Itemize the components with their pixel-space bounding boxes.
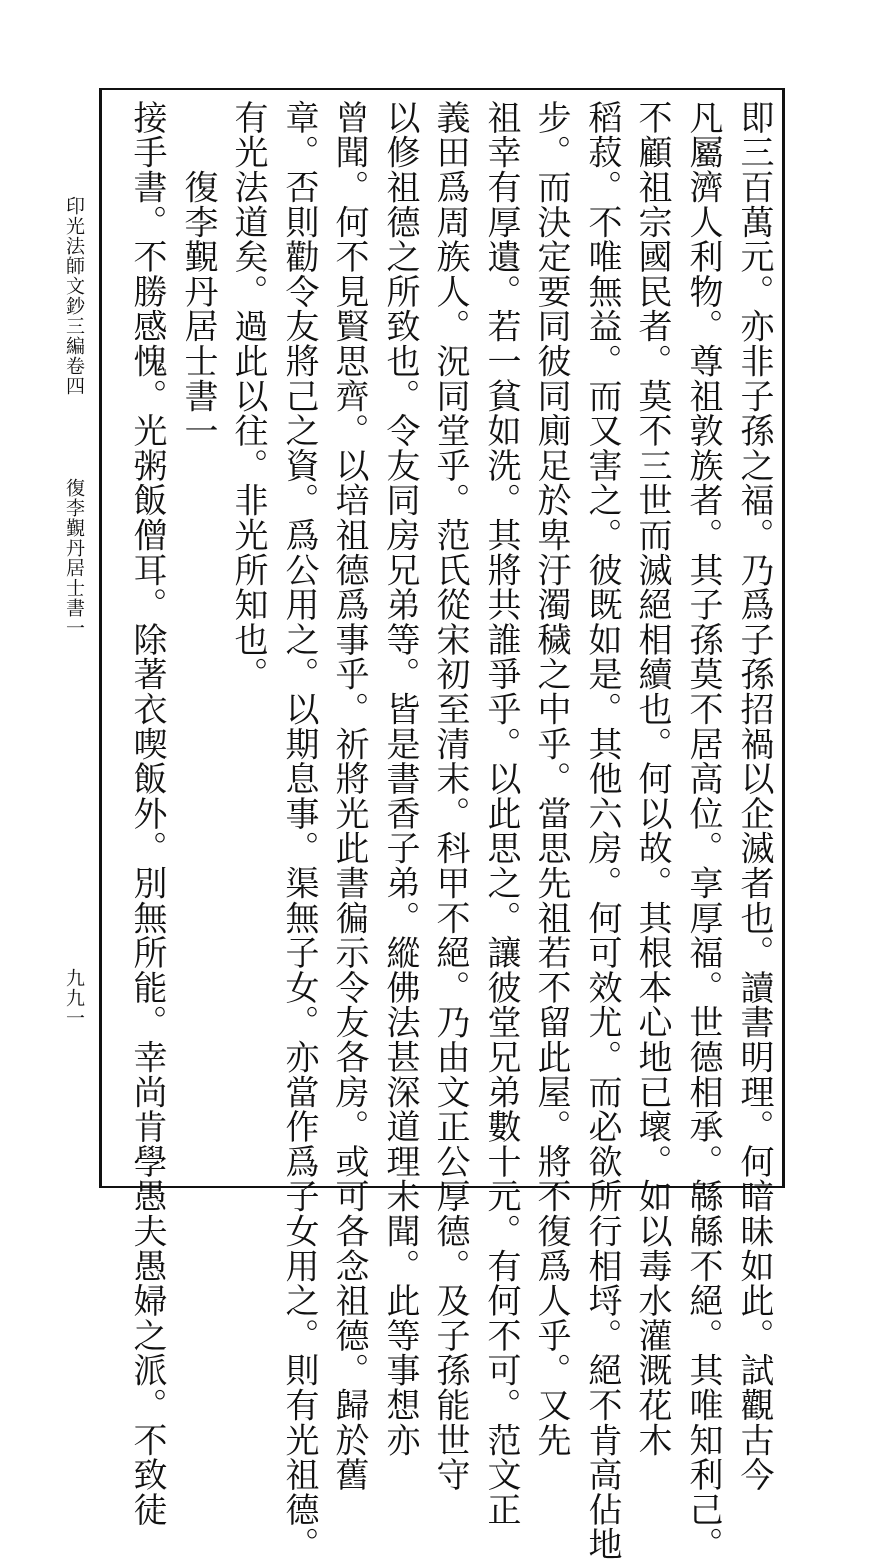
text-column-2: 凡屬濟人利物。尊祖敦族者。其子孫莫不居高位。享厚福。世德相承。緜緜不絕。其唯知利己。	[683, 100, 723, 1562]
text-column-5: 步。而決定要同彼同廁足於卑汙濁穢之中乎。當思先祖若不留此屋。將不復爲人乎。又先	[531, 100, 571, 1458]
text-column-6: 祖幸有厚遺。若一貧如洗。其將共誰爭乎。以此思之。讓彼堂兄弟數十元。有何不可。范文正	[481, 100, 521, 1527]
text-column-11: 有光法道矣。過此以往。非光所知也。	[228, 100, 268, 692]
text-column-4: 稻菽。不唯無益。而又害之。彼既如是。其他六房。何可效尤。而必欲所行相埒。絕不肯高佔地	[582, 100, 622, 1562]
letter-heading: 復李覲丹居士書一	[178, 100, 218, 448]
margin-book-title: 印光法師文鈔三編卷四	[63, 196, 85, 396]
frame-top-border	[99, 88, 784, 90]
frame-left-border	[99, 88, 102, 1188]
margin-page-number: 九九一	[63, 968, 85, 1028]
text-column-13: 接手書。不勝感愧。光粥飯僧耳。除著衣喫飯外。別無所能。幸尚肯學愚夫愚婦之派。不致徒	[127, 100, 167, 1527]
text-column-3: 不顧祖宗國民者。莫不三世而滅絕相續也。何以故。其根本心地已壞。如以毒水灌溉花木	[632, 100, 672, 1458]
text-column-10: 章。否則勸令友將己之資。爲公用之。以期息事。渠無子女。亦當作爲子女用之。則有光祖德。	[279, 100, 319, 1562]
text-column-8: 以修祖德之所致也。令友同房兄弟等。皆是書香子弟。縱佛法甚深道理未聞。此等事想亦	[380, 100, 420, 1458]
text-column-7: 義田爲周族人。況同堂乎。范氏從宋初至清末。科甲不絕。乃由文正公厚德。及子孫能世守	[430, 100, 470, 1492]
text-column-1: 即三百萬元。亦非子孫之福。乃爲子孫招禍以企滅者也。讀書明理。何暗昧如此。試觀古今	[734, 100, 774, 1492]
text-column-9: 曾聞。何不見賢思齊。以培祖德爲事乎。祈將光此書徧示令友各房。或可各念祖德。歸於舊	[329, 100, 369, 1492]
margin-section-title: 復李覲丹居士書一	[63, 478, 85, 638]
frame-right-border	[782, 88, 785, 1188]
